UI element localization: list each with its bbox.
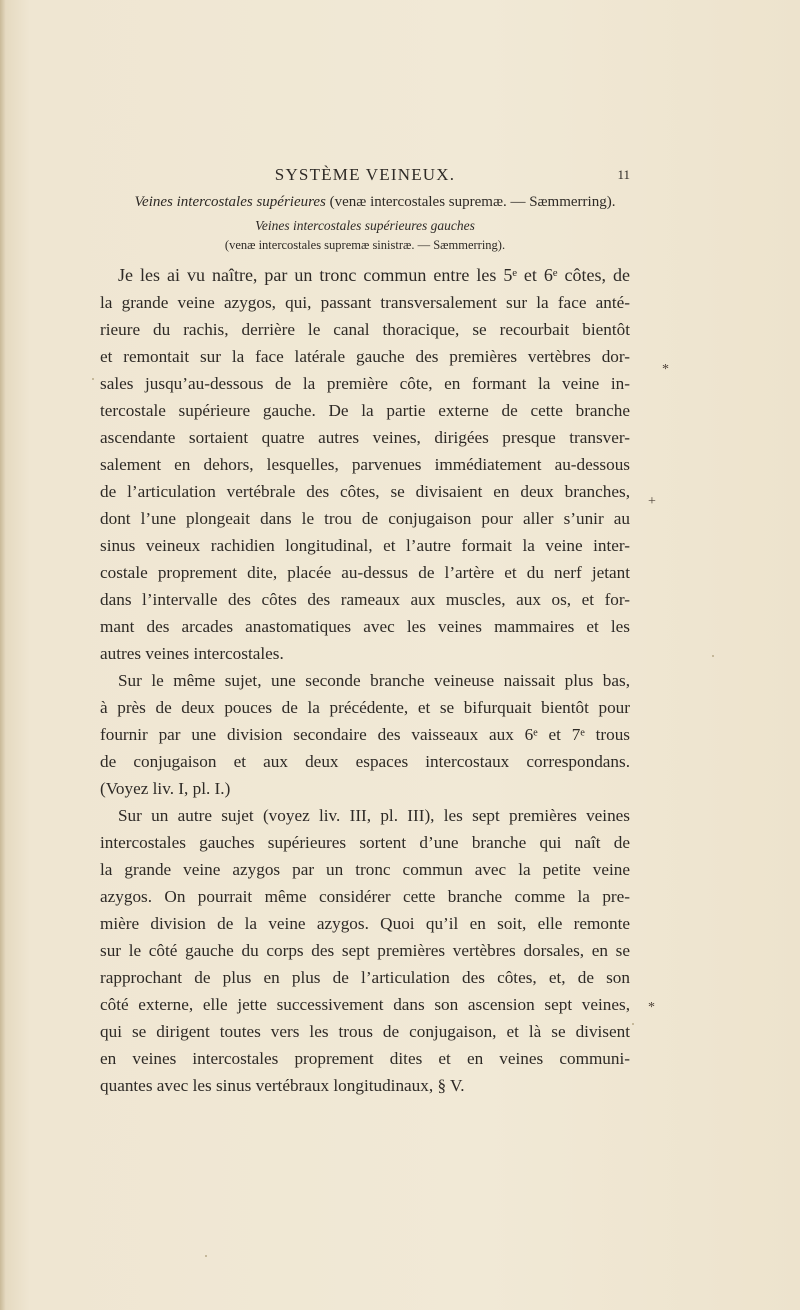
text-line: mière division de la veine azygos. Quoi qu’il en soit, elle remonte <box>100 914 630 933</box>
text-line: dont l’une plongeait dans le trou de conjugaison pour aller s’unir au <box>100 509 630 528</box>
text-line: Sur un autre sujet (voyez liv. III, pl. III), les sept premières veines <box>118 806 630 825</box>
subsection-caption: Veines intercostales supérieures gauches <box>255 218 475 233</box>
text-line: autres veines intercostales. <box>100 644 284 663</box>
text-line: (Voyez liv. I, pl. I.) <box>100 779 231 798</box>
text-line: rieure du rachis, derrière le canal thoracique, se recourbait bientôt <box>100 320 630 339</box>
text-line: Je les ai vu naître, par un tronc commun entre les 5ᵉ et 6ᵉ côtes, de <box>118 265 630 285</box>
text-line: en veines intercostales proprement dites et en veines communi- <box>100 1049 630 1068</box>
text-line: quantes avec les sinus vertébraux longitudinaux, § V. <box>100 1076 465 1095</box>
text-line: Sur le même sujet, une seconde branche veineuse naissait plus bas, <box>118 671 630 690</box>
body-text <box>100 262 630 1099</box>
text-line: ascendante sortaient quatre autres veines, dirigées presque transver- <box>100 428 630 447</box>
text-line: de l’articulation vertébrale des côtes, se divisaient en deux branches, <box>100 482 630 501</box>
section-caption <box>110 194 640 211</box>
text-line: et remontait sur la face latérale gauche des premières vertèbres dor- <box>100 347 630 366</box>
subsection-caption-latin: (venæ intercostales supremæ sinistræ. — Sæmmerring). <box>224 238 506 252</box>
margin-annotation: * <box>648 1000 655 1015</box>
text-line: sales jusqu’au-dessous de la première côte, en formant la veine in- <box>100 374 630 393</box>
section-caption-latin: (venæ intercostales supremæ. — Sæmmerring). <box>325 194 616 210</box>
margin-annotation: * <box>662 362 669 377</box>
text-line: tercostale supérieure gauche. De la partie externe de cette branche <box>100 401 630 420</box>
text-line: azygos. On pourrait même considérer cette branche comme la pre- <box>100 887 630 906</box>
section-caption-italic: Veines intercostales supérieures <box>134 194 326 210</box>
text-line: sur le côté gauche du corps des sept premières vertèbres dorsales, en se <box>100 941 630 960</box>
page-number: 11 <box>617 167 630 182</box>
text-line: sinus veineux rachidien longitudinal, et l’autre formait la veine inter- <box>100 536 630 555</box>
text-line: mant des arcades anastomatiques avec les veines mammaires et les <box>100 617 630 636</box>
text-line: la grande veine azygos par un tronc commun avec la petite veine <box>100 860 630 879</box>
text-line: de conjugaison et aux deux espaces intercostaux correspondans. <box>100 752 630 771</box>
text-line: fournir par une division secondaire des vaisseaux aux 6ᵉ et 7ᵉ trous <box>100 725 630 744</box>
text-line: rapprochant de plus en plus de l’articulation des côtes, et, de son <box>100 968 630 987</box>
page-binding-edge <box>0 0 6 1310</box>
text-line: côté externe, elle jette successivement dans son ascension sept veines, <box>100 995 630 1014</box>
paper-speck <box>205 1255 207 1257</box>
paper-speck <box>632 1023 634 1025</box>
text-line: salement en dehors, lesquelles, parvenues immédiatement au-dessous <box>100 455 630 474</box>
paper-speck <box>92 378 94 380</box>
text-line: dans l’intervalle des côtes des rameaux aux muscles, aux os, et for- <box>100 590 630 609</box>
text-line: à près de deux pouces de la précédente, et se bifurquait bientôt pour <box>100 698 630 717</box>
page-header <box>100 165 630 189</box>
text-line: costale proprement dite, placée au-dessus de l’artère et du nerf jetant <box>100 563 630 582</box>
text-line: la grande veine azygos, qui, passant transversalement sur la face anté- <box>100 293 630 312</box>
margin-annotation: + <box>648 494 656 509</box>
text-line: qui se dirigent toutes vers les trous de conjugaison, et là se divisent <box>100 1022 630 1041</box>
paper-speck <box>712 655 714 657</box>
text-line: intercostales gauches supérieures sortent d’une branche qui naît de <box>100 833 630 852</box>
running-title: SYSTÈME VEINEUX. <box>274 165 456 184</box>
